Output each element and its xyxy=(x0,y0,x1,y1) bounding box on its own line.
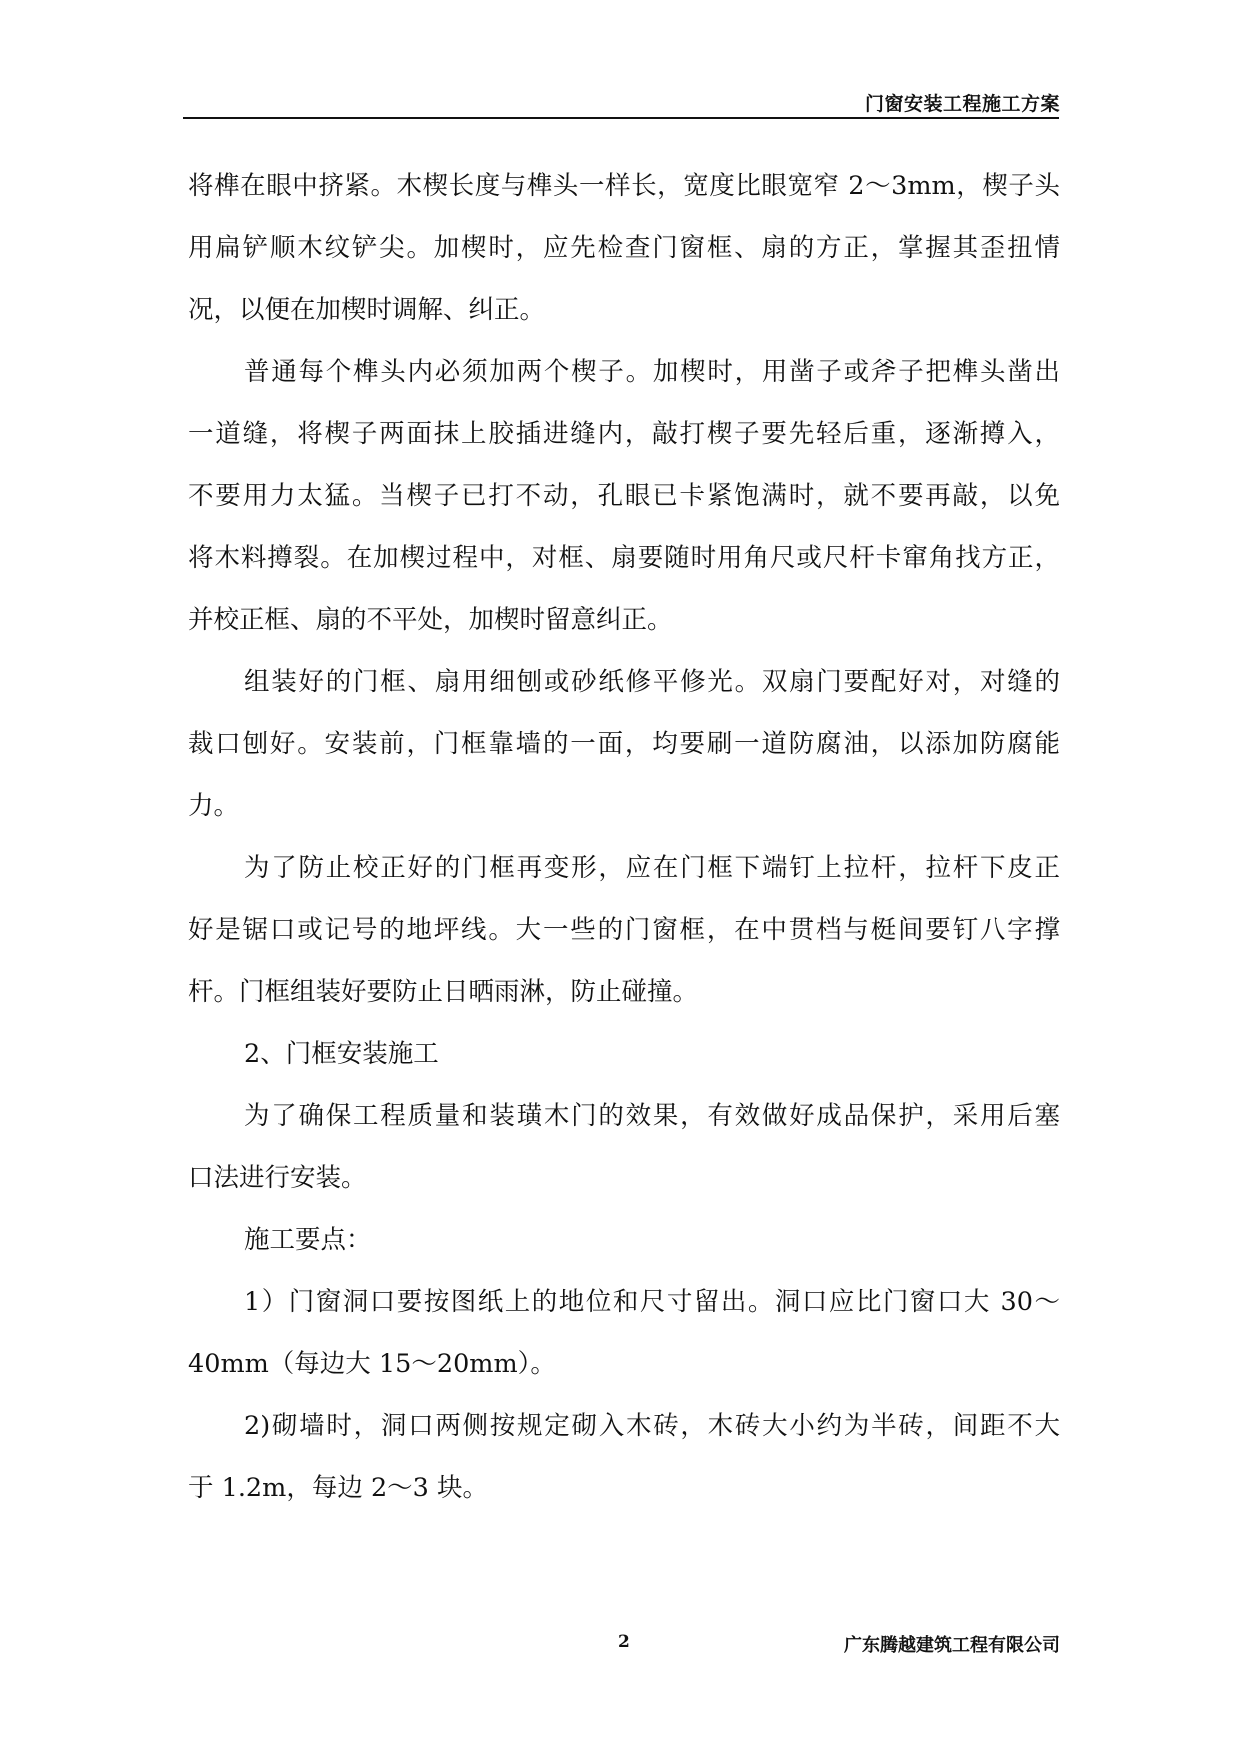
body-line-7: 将木料撙裂。在加楔过程中，对框、扇要随时用角尺或尺杆卡窜角找方正， xyxy=(188,543,1060,573)
body-line-6: 不要用力太猛。当楔子已打不动，孔眼已卡紧饱满时，就不要再敲，以免 xyxy=(188,481,1060,511)
body-line-4: 普通每个榫头内必须加两个楔子。加楔时，用凿子或斧子把榫头凿出 xyxy=(244,357,1060,387)
body-line-9: 组装好的门框、扇用细刨或砂纸修平修光。双扇门要配好对，对缝的 xyxy=(244,667,1060,697)
body-line-20: 40mm（每边大 15～20mm）。 xyxy=(188,1349,556,1379)
section-heading: 2、门框安装施工 xyxy=(244,1039,439,1069)
footer-company-name: 广东腾越建筑工程有限公司 xyxy=(844,1635,1060,1656)
body-line-13: 好是锯口或记号的地坪线。大一些的门窗框，在中贯档与梃间要钉八字撑 xyxy=(188,915,1060,945)
body-line-21: 2)砌墙时，洞口两侧按规定砌入木砖，木砖大小约为半砖，间距不大 xyxy=(244,1411,1060,1441)
header-title: 门窗安装工程施工方案 xyxy=(864,93,1060,115)
construction-points-label: 施工要点： xyxy=(244,1225,372,1255)
document-body xyxy=(188,170,1060,1534)
body-line-16: 为了确保工程质量和装璜木门的效果，有效做好成品保护，采用后塞 xyxy=(244,1101,1060,1131)
body-line-5: 一道缝，将楔子两面抹上胶插进缝内，敲打楔子要先轻后重，逐渐撙入， xyxy=(188,419,1060,449)
page-number: 2 xyxy=(618,1632,630,1652)
body-line-19: 1）门窗洞口要按图纸上的地位和尺寸留出。洞口应比门窗口大 30～ xyxy=(244,1287,1060,1317)
body-line-8: 并校正框、扇的不平处，加楔时留意纠正。 xyxy=(188,605,673,635)
body-line-17: 口法进行安装。 xyxy=(188,1163,367,1193)
body-line-11: 力。 xyxy=(188,791,240,821)
body-line-22: 于 1.2m，每边 2～3 块。 xyxy=(188,1473,488,1503)
body-line-3: 况，以便在加楔时调解、纠正。 xyxy=(188,295,546,325)
body-line-1: 将榫在眼中挤紧。木楔长度与榫头一样长，宽度比眼宽窄 2～3mm，楔子头 xyxy=(188,171,1060,201)
body-line-12: 为了防止校正好的门框再变形，应在门框下端钉上拉杆，拉杆下皮正 xyxy=(244,853,1060,883)
header-divider xyxy=(183,117,1059,119)
body-line-2: 用扁铲顺木纹铲尖。加楔时，应先检查门窗框、扇的方正，掌握其歪扭情 xyxy=(188,233,1060,263)
body-line-14: 杆。门框组装好要防止日晒雨淋，防止碰撞。 xyxy=(188,977,699,1007)
body-line-10: 裁口刨好。安装前，门框靠墙的一面，均要刷一道防腐油，以添加防腐能 xyxy=(188,729,1060,759)
